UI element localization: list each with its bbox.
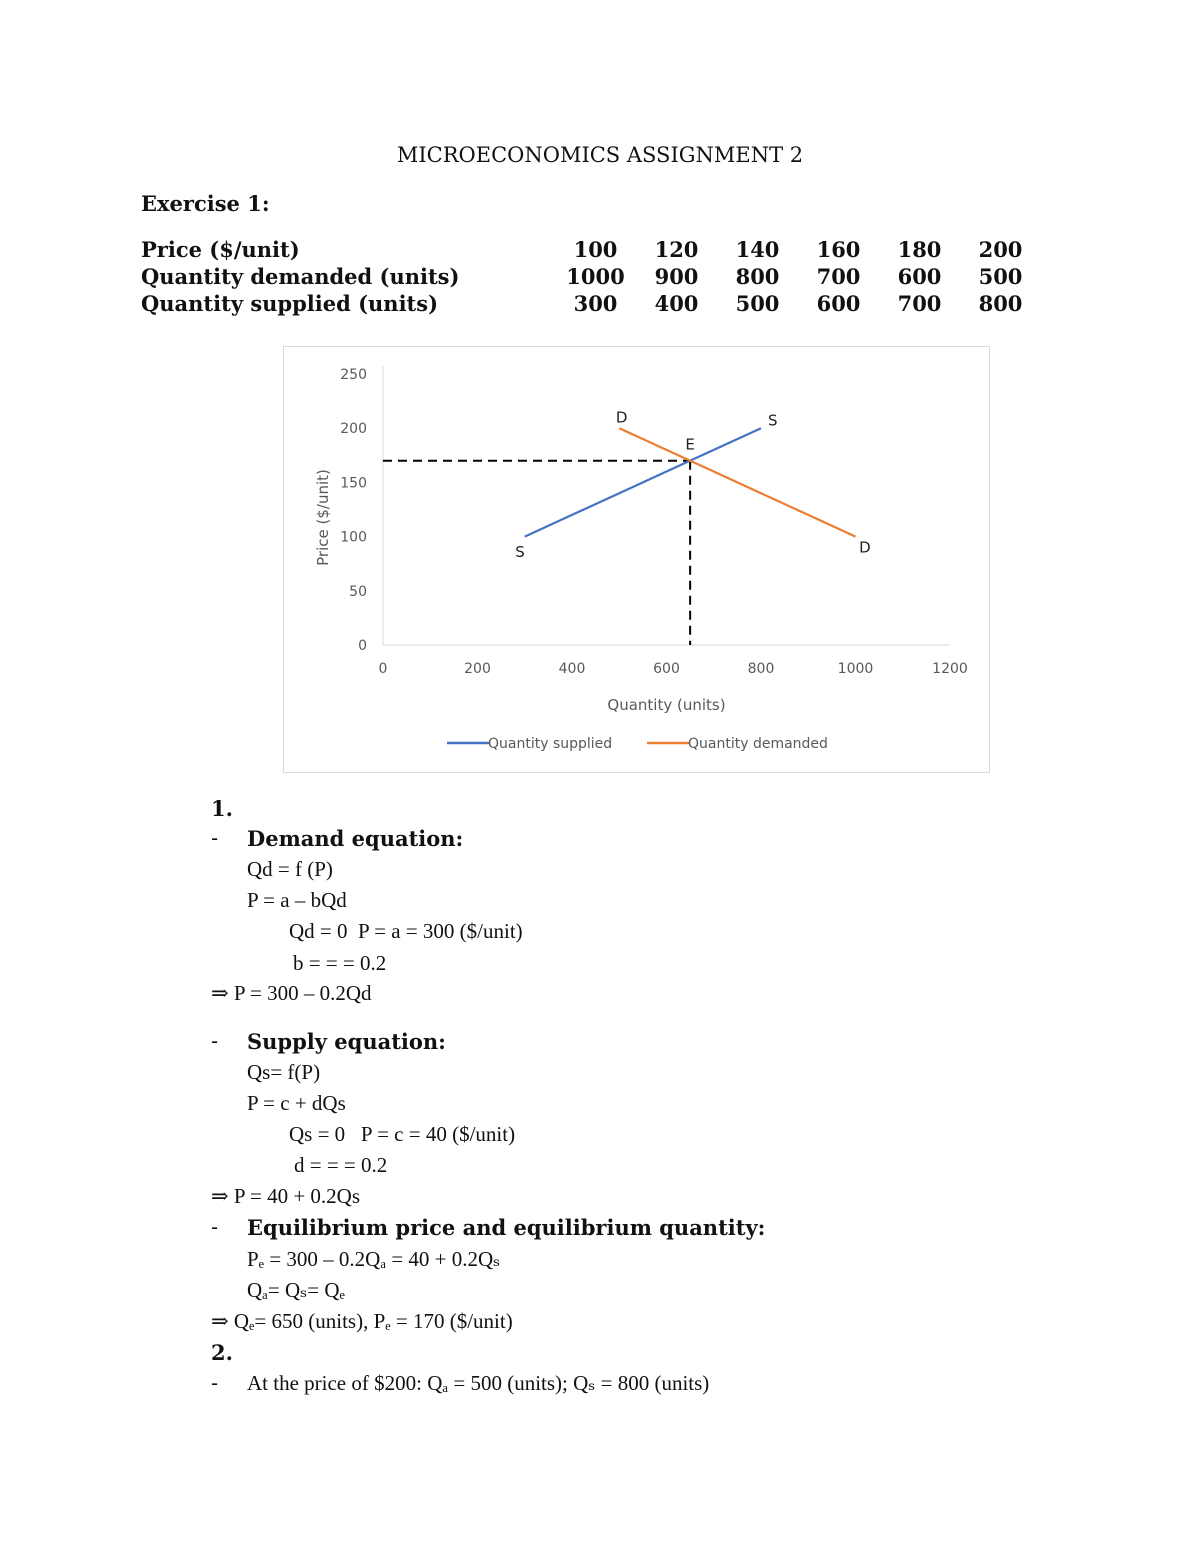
table-row: [141, 290, 1041, 317]
row-label: Price ($/unit): [141, 237, 300, 262]
curve-annotation-label: S: [515, 542, 525, 561]
table-cell: 500: [735, 291, 780, 316]
curve-annotation-label: E: [685, 435, 695, 454]
x-axis-title: Quantity (units): [607, 696, 726, 714]
table-cell: 180: [897, 237, 942, 262]
curve-annotation-label: D: [859, 538, 871, 557]
demand-line: [619, 428, 855, 536]
y-tick-label: 0: [358, 638, 367, 654]
supply-sub-line: d = = = 0.2: [294, 1153, 388, 1177]
question-2-number: 2.: [211, 1340, 233, 1365]
supply-line: [525, 428, 761, 536]
table-row: [141, 236, 1041, 263]
table-cell: 300: [573, 291, 618, 316]
row-label: Quantity supplied (units): [141, 291, 439, 316]
x-tick-label: 1200: [932, 661, 968, 677]
y-tick-label: 50: [349, 583, 367, 600]
supply-sub-line: Qs = 0 P = c = 40 ($/unit): [289, 1122, 516, 1146]
table-cell: 700: [897, 291, 942, 316]
question-1-number: 1.: [211, 796, 233, 821]
supply-result: ⇒ P = 40 + 0.2Qs: [211, 1184, 361, 1208]
table-cell: 700: [816, 264, 861, 289]
table-cell: 120: [654, 237, 699, 262]
table-cell: 160: [816, 237, 861, 262]
table-cell: 800: [978, 291, 1023, 316]
demand-heading: Demand equation:: [247, 826, 464, 851]
legend-label: Quantity demanded: [688, 736, 828, 752]
table-cell: 500: [978, 264, 1023, 289]
table-row: [141, 263, 1041, 290]
demand-line: P = a – bQd: [247, 888, 347, 912]
legend-label: Quantity supplied: [488, 736, 613, 752]
row-label: Quantity demanded (units): [141, 264, 460, 289]
table-cell: 400: [654, 291, 699, 316]
table-cell: 1000: [566, 264, 625, 289]
table-cell: 900: [654, 264, 699, 289]
equilibrium-line: Qₐ= Qₛ= Qₑ: [247, 1278, 345, 1302]
x-tick-label: 200: [464, 661, 491, 677]
equilibrium-line: Pₑ = 300 – 0.2Qₐ = 40 + 0.2Qₛ: [247, 1247, 501, 1271]
curve-annotation-label: S: [768, 411, 778, 430]
table-cell: 100: [573, 237, 618, 262]
table-cell: 800: [735, 264, 780, 289]
y-tick-label: 250: [340, 367, 367, 383]
x-tick-label: 800: [747, 661, 775, 677]
supply-heading: Supply equation:: [247, 1029, 446, 1054]
supply-line: P = c + dQs: [247, 1091, 346, 1115]
question-2-line: At the price of $200: Qₐ = 500 (units); Qₛ = 800 (units): [247, 1371, 710, 1395]
y-axis-title: Price ($/unit): [314, 469, 332, 566]
table-cell: 600: [816, 291, 861, 316]
y-tick-label: 100: [340, 529, 367, 546]
supply-line: Qs= f(P): [247, 1060, 321, 1084]
demand-sub-line: b = = = 0.2: [293, 951, 387, 975]
x-tick-label: 600: [653, 661, 680, 677]
bullet-dash: -: [211, 1371, 219, 1395]
demand-result: ⇒ P = 300 – 0.2Qd: [211, 981, 372, 1005]
demand-line: Qd = f (P): [247, 857, 333, 881]
exercise-label: Exercise 1:: [141, 191, 270, 216]
table-cell: 200: [978, 237, 1023, 262]
supply-demand-chart: [283, 346, 990, 773]
chart-svg: [284, 347, 989, 772]
y-tick-label: 150: [340, 475, 367, 492]
equilibrium-result: ⇒ Qₑ= 650 (units), Pₑ = 170 ($/unit): [211, 1309, 513, 1333]
x-tick-label: 400: [558, 661, 586, 677]
table-cell: 140: [735, 237, 780, 262]
demand-sub-line: Qd = 0 P = a = 300 ($/unit): [289, 919, 523, 943]
bullet-dash: -: [211, 1215, 219, 1239]
x-tick-label: 0: [378, 661, 388, 677]
document-title: MICROECONOMICS ASSIGNMENT 2: [396, 143, 804, 167]
y-tick-label: 200: [340, 421, 367, 438]
price-quantity-table: [141, 236, 1041, 317]
table-cell: 600: [897, 264, 942, 289]
equilibrium-heading: Equilibrium price and equilibrium quantity:: [247, 1215, 766, 1240]
bullet-dash: -: [211, 1029, 219, 1053]
x-tick-label: 1000: [837, 661, 874, 677]
curve-annotation-label: D: [615, 408, 628, 427]
bullet-dash: -: [211, 826, 219, 850]
